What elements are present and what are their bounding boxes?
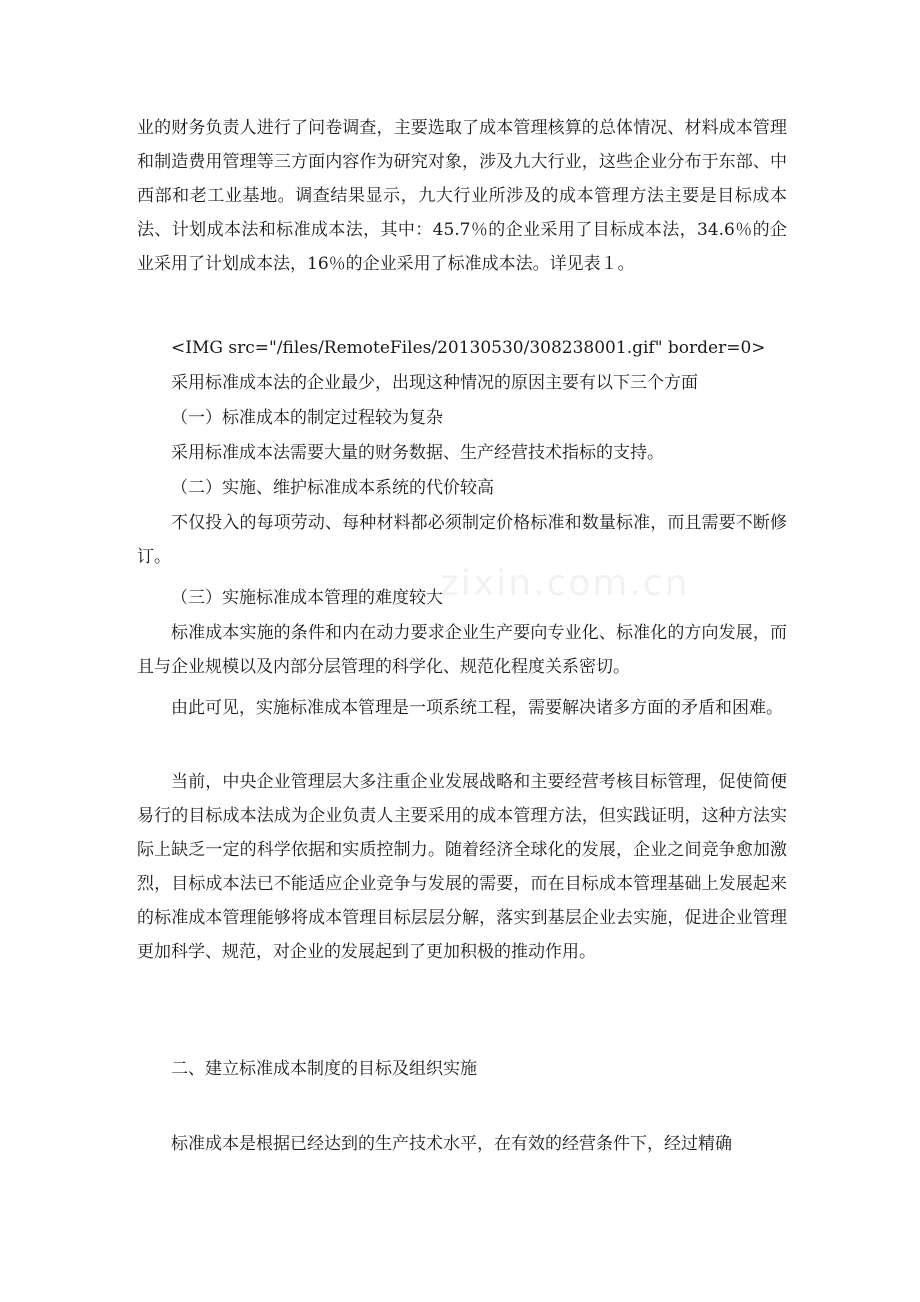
subheading-3: （三）实施标准成本管理的难度较大 [171,588,443,608]
subheading-2: （二）实施、维护标准成本系统的代价较高 [171,478,494,498]
paragraph-reasons: 采用标准成本法的企业最少，出现这种情况的原因主要有以下三个方面 [171,373,698,393]
subheading-1: （一）标准成本的制定过程较为复杂 [171,408,443,428]
paragraph-conditions: 标准成本实施的条件和内在动力要求企业生产要向专业化、标准化的方向发展，而且与企业规模以及内部分层管理的科学化、规范化程度关系密切。 [137,623,787,677]
paragraph-standard-cost-definition: 标准成本是根据已经达到的生产技术水平，在有效的经营条件下，经过精确 [171,1134,732,1154]
paragraph-current-situation: 当前，中央企业管理层大多注重企业发展战略和主要经营考核目标管理，促使简便易行的目标成本法成为企业负责人主要采用的成本管理方法，但实践证明，这种方法实际上缺乏一定的科学依据和实质控制力。随着经济全球化的发展，企业之间竞争愈加激烈，目标成本法已不能适应企业竞争与发展的需要，而在目标成本管理基础上发展起来的标准成本管理能够将成本管理目标层层分解，落实到基层企业去实施，促进企业管理更加科学、规范，对企业的发展起到了更加积极的推动作用。 [137,772,787,962]
paragraph-conclusion: 由此可见，实施标准成本管理是一项系统工程，需要解决诸多方面的矛盾和困难。 [171,698,783,718]
paragraph-survey: 业的财务负责人进行了问卷调查，主要选取了成本管理核算的总体情况、材料成本管理和制造费用管理等三方面内容作为研究对象，涉及九大行业，这些企业分布于东部、中西部和老工业基地。调查结果显示，九大行业所涉及的成本管理方法主要是目标成本法、计划成本法和标准成本法，其中：45.7％的企业采用了目标成本法，34.6％的企业采用了计划成本法，16％的企业采用了标准成本法。详见表１。 [137,118,787,274]
image-tag-text: <IMG src="/files/RemoteFiles/20130530/308238001.gif" border=0> [171,338,766,358]
paragraph-standards: 不仅投入的每项劳动、每种材料都必须制定价格标准和数量标准，而且需要不断修订。 [137,513,787,567]
paragraph-data-support: 采用标准成本法需要大量的财务数据、生产经营技术指标的支持。 [171,443,664,463]
watermark: zixin.com.cn [440,563,690,604]
section-heading: 二、建立标准成本制度的目标及组织实施 [171,1059,477,1079]
